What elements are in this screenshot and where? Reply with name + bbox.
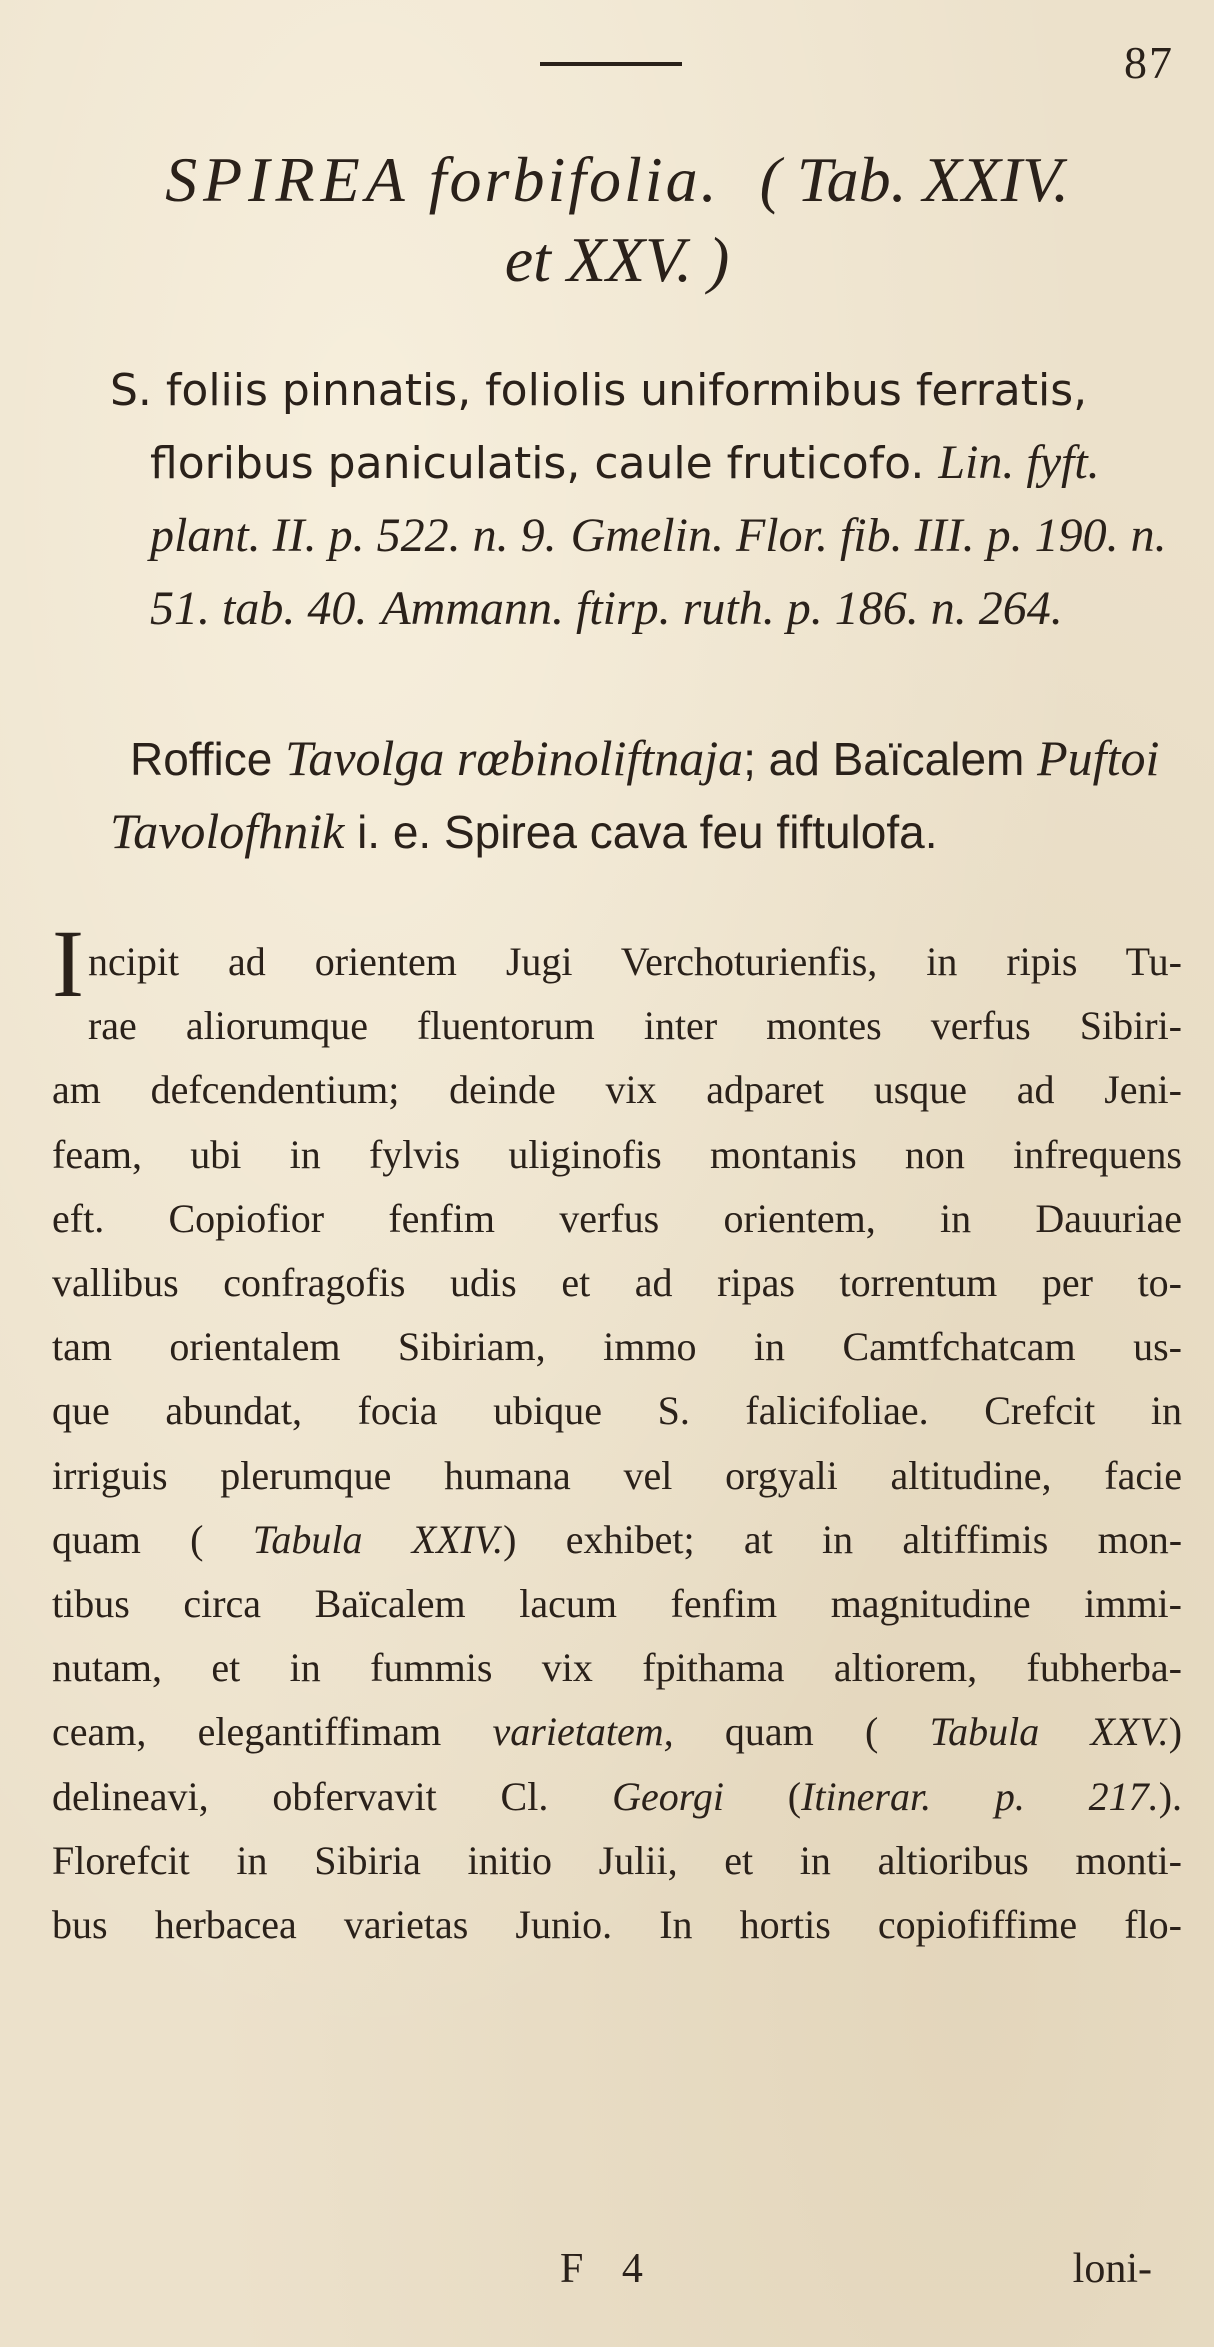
body-line: irriguis plerumque humana vel orgyali altitudine, facie bbox=[52, 1452, 1182, 1498]
body-line: nutam, et in fummis vix fpithama altiorem, fubherba- bbox=[52, 1645, 1182, 1691]
drop-cap: I bbox=[52, 910, 84, 1017]
body-line: tam orientalem Sibiriam, immo in Camtfchatcam us- bbox=[52, 1324, 1182, 1370]
vernacular-name-1: Tavolga rœbinoliftnaja bbox=[285, 730, 744, 786]
signature-mark: F 4 bbox=[560, 2246, 657, 2292]
species-title bbox=[62, 140, 1172, 300]
page-number: 87 bbox=[1124, 37, 1174, 88]
body-line: bus herbacea varietas Junio. In hortis copiofiffime flo- bbox=[52, 1902, 1182, 1948]
vernacular-mid: ; ad Baïcalem bbox=[743, 733, 1025, 785]
body-line: Florefcit in Sibiria initio Julii, et in altioribus monti- bbox=[52, 1837, 1182, 1883]
body-line: am defcendentium; deinde vix adparet usque ad Jeni- bbox=[52, 1067, 1182, 1113]
body-line: vallibus confragofis udis et ad ripas torrentum per to- bbox=[52, 1260, 1182, 1306]
diagnosis-lead: S. foliis pinnatis, foliolis uniformibus ferratis, floribus paniculatis, caule fruticofo. bbox=[110, 365, 1088, 489]
body-line-fragment: quam ( bbox=[724, 1709, 879, 1755]
diagnosis-ref-linnaeus: Lin. fyft. plant. II. p. 522. n. 9. bbox=[150, 436, 1100, 562]
body-line: que abundat, focia ubique S. falicifoliae. Crefcit in bbox=[52, 1388, 1182, 1434]
body-text bbox=[52, 910, 1183, 1957]
body-line-fragment: ( bbox=[787, 1773, 802, 1819]
catchword: loni- bbox=[1072, 2246, 1152, 2292]
body-line: ncipit ad orientem Jugi Verchoturienfis, in ripis Tu- bbox=[87, 939, 1182, 984]
body-itinerary-ref: Itinerar. p. 217. bbox=[801, 1773, 1159, 1819]
body-plate-ref: Tabula XXV. bbox=[929, 1709, 1169, 1755]
body-line-fragment: ) exhibet; at in altiffimis mon- bbox=[503, 1516, 1183, 1562]
diagnosis-ref-ammann: Ammann. ftirp. ruth. p. 186. n. 264. bbox=[381, 582, 1063, 635]
body-variety-term: varietatem, bbox=[492, 1709, 674, 1755]
body-line-fragment: ) bbox=[1168, 1709, 1183, 1755]
title-genus: SPIREA bbox=[165, 144, 411, 215]
diagnosis-ref-gmelin: Gmelin. Flor. fib. III. p. 190. n. 51. tab. 40. bbox=[150, 509, 1167, 635]
body-author-name: Georgi bbox=[612, 1773, 724, 1819]
body-line: feam, ubi in fylvis uliginofis montanis non infrequens bbox=[52, 1131, 1182, 1177]
body-line: eft. Copiofior fenfim verfus orientem, in Dauuriae bbox=[52, 1195, 1182, 1241]
vernacular-names bbox=[110, 722, 1170, 868]
diagnosis-paragraph bbox=[110, 355, 1170, 646]
vernacular-name-2: Puftoi Tavolofhnik bbox=[110, 730, 1160, 859]
body-line: tibus circa Baïcalem lacum fenfim magnitudine immi- bbox=[52, 1581, 1182, 1627]
body-line-fragment: ). bbox=[1158, 1773, 1183, 1819]
body-line-fragment: quam ( bbox=[52, 1516, 204, 1562]
body-line: rae aliorumque fluentorum inter montes verfus Sibiri- bbox=[87, 1003, 1182, 1049]
title-species: forbifolia. bbox=[428, 144, 720, 215]
body-line bbox=[52, 1700, 1182, 1764]
vernacular-gloss: i. e. Spirea cava feu fiftulofa. bbox=[357, 806, 938, 858]
vernacular-lang: Roffice bbox=[130, 733, 273, 785]
title-plate-ref-2: et XXV. ) bbox=[504, 224, 730, 295]
body-line bbox=[52, 1508, 1182, 1572]
title-plate-ref: ( Tab. XXIV. bbox=[759, 144, 1069, 215]
body-line-fragment: delineavi, obfervavit Cl. bbox=[52, 1773, 549, 1819]
body-line bbox=[52, 1765, 1182, 1829]
body-line-fragment: ceam, elegantiffimam bbox=[52, 1709, 442, 1755]
header-rule bbox=[540, 62, 682, 66]
body-plate-ref: Tabula XXIV. bbox=[252, 1516, 504, 1562]
